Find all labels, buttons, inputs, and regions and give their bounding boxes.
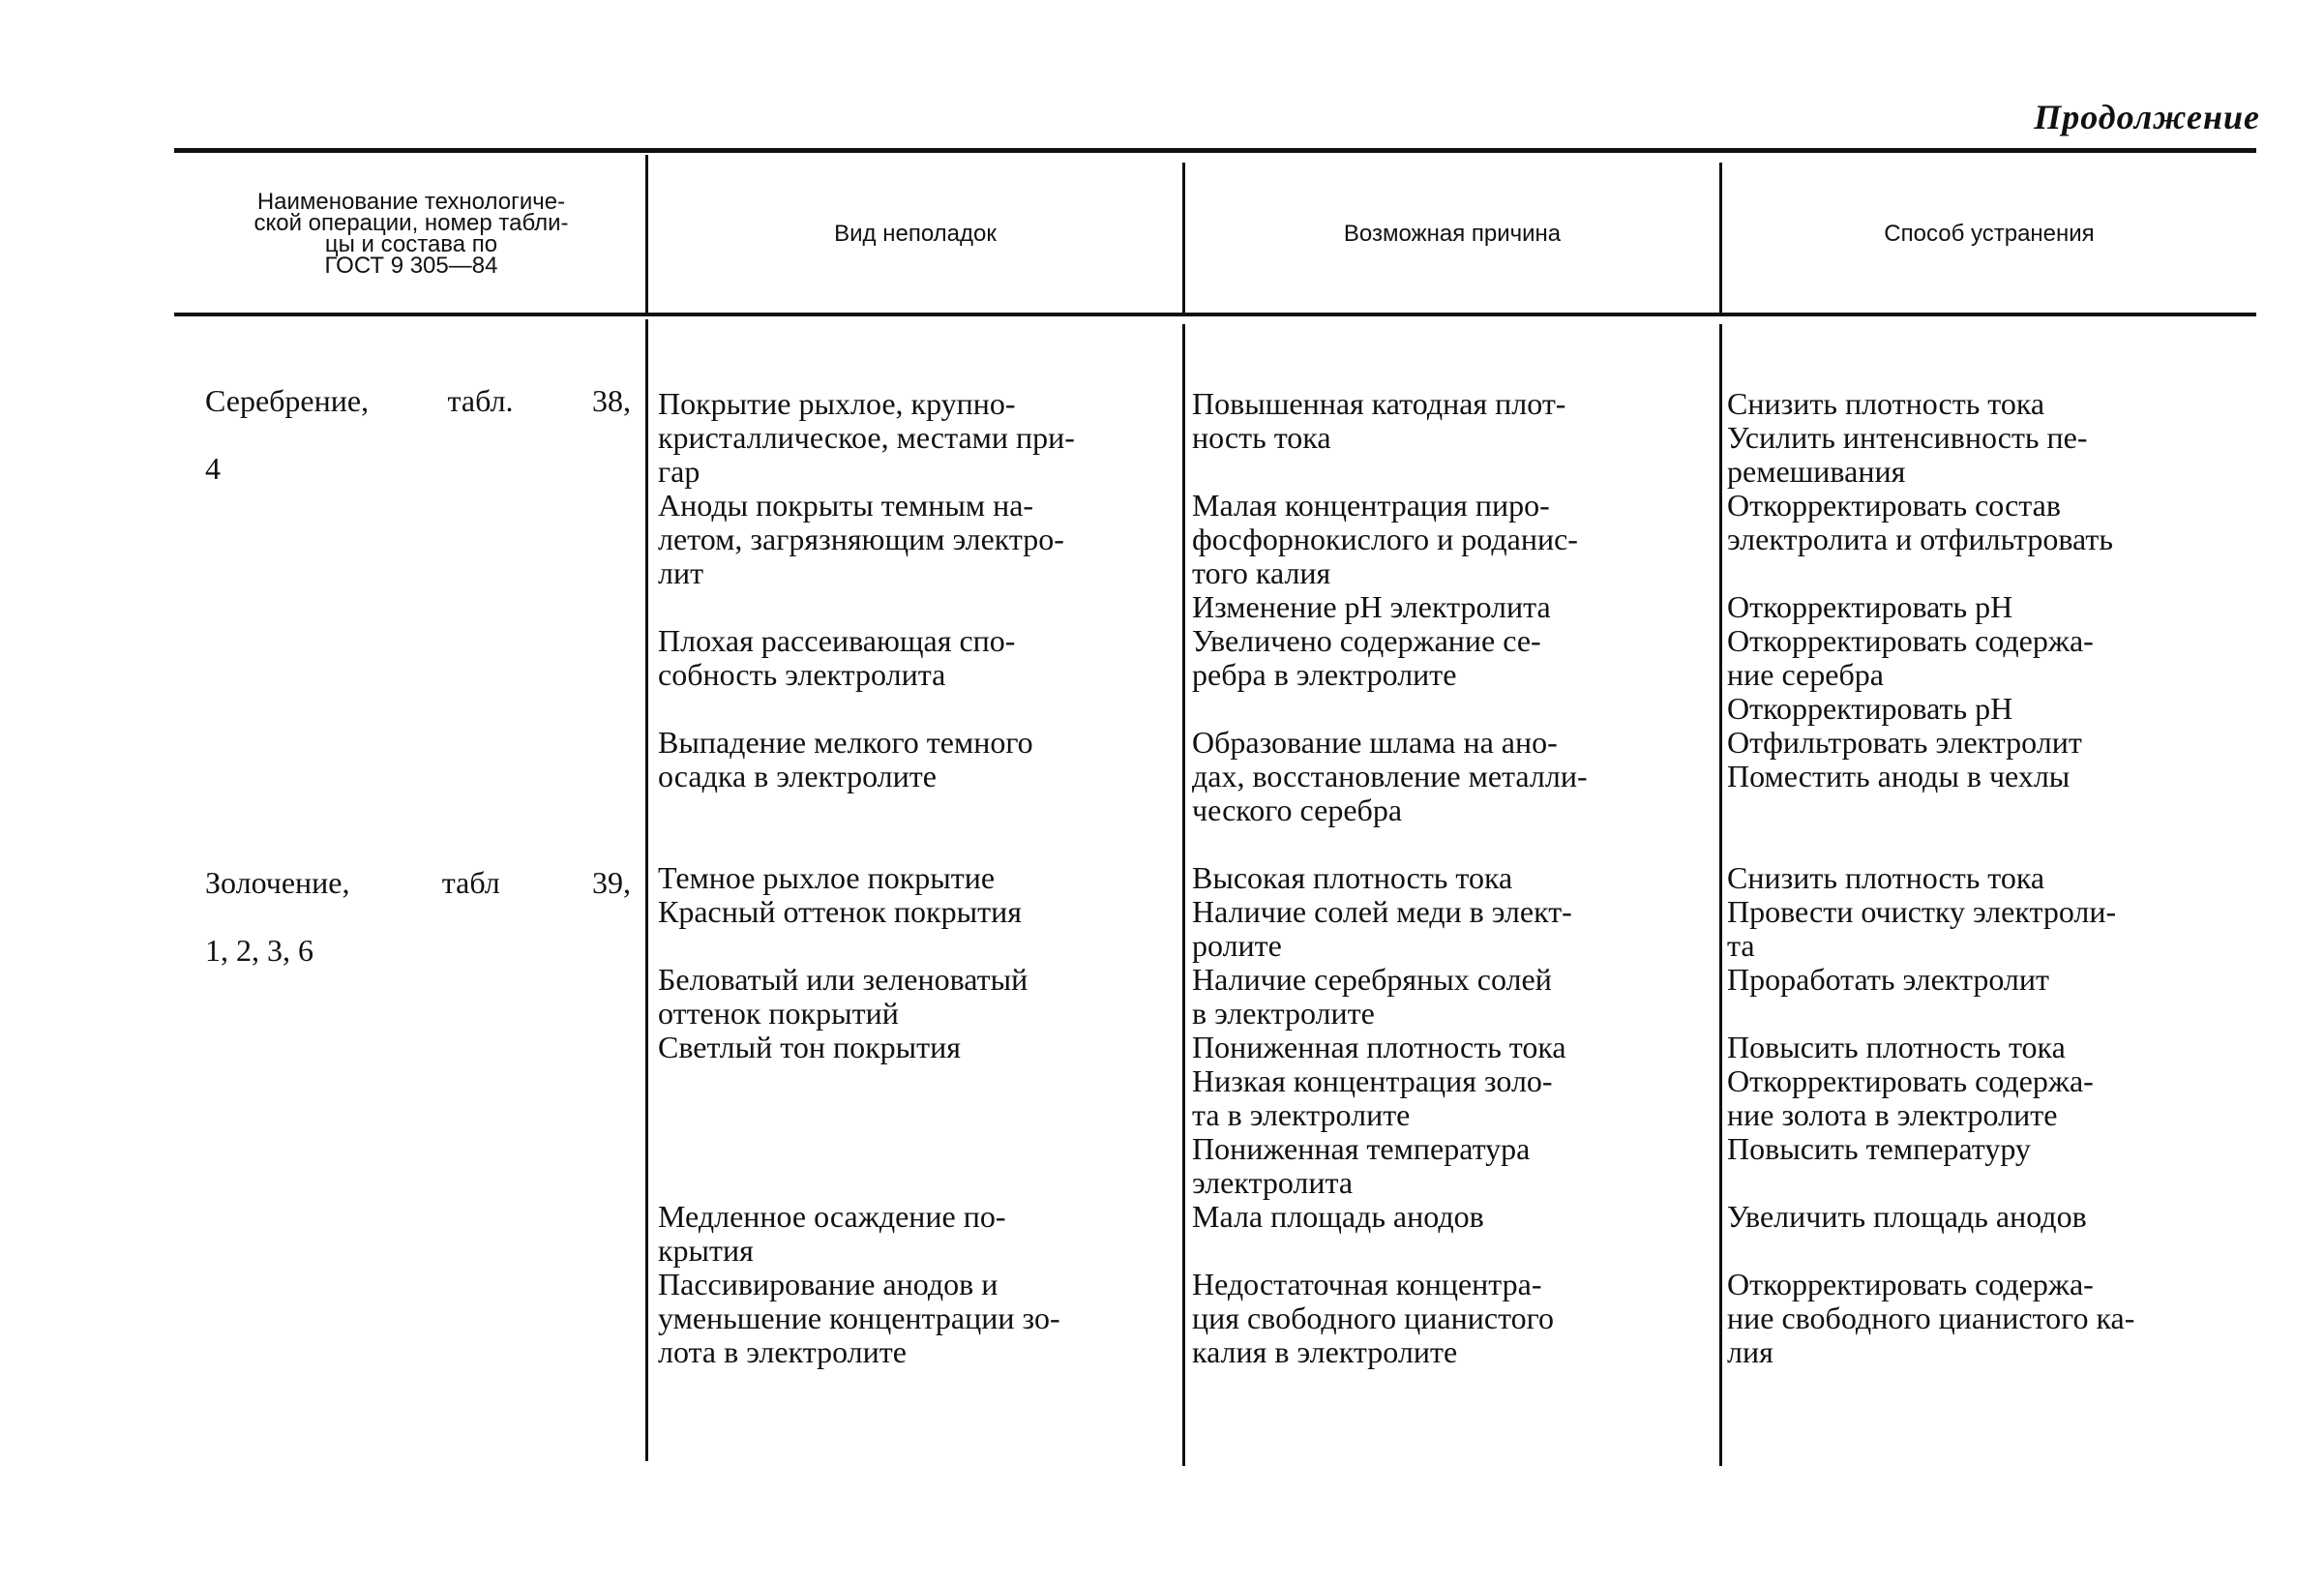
remedy-item: Откорректировать состав электролита и отфильтровать <box>1727 488 2113 556</box>
body-divider-1 <box>645 319 648 1461</box>
defect-item: Выпадение мелкого темного осадка в электролите <box>658 725 1033 793</box>
header-remedy: Способ устранения <box>1884 220 2095 247</box>
remedy-item: Отфильтровать электролит <box>1727 725 2082 760</box>
header-divider-2 <box>1182 163 1185 313</box>
cause-item: Наличие серебряных солей в электролите <box>1192 962 1552 1031</box>
operation-name: Серебрение, <box>205 383 370 418</box>
cause-item: Образование шлама на ано- дах, восстановление металли- ческого серебра <box>1192 725 1588 827</box>
remedy-item: Откорректировать pH <box>1727 589 2013 624</box>
remedy-item: Повысить температуру <box>1727 1131 2031 1166</box>
header-defect-type: Вид неполадок <box>834 220 997 247</box>
remedy-item: Снизить плотность тока <box>1727 386 2045 421</box>
cause-item: Изменение pH электролита <box>1192 589 1551 624</box>
operation-gilding <box>205 832 631 1002</box>
operation-gilding-line1 <box>205 866 631 900</box>
cause-item: Малая концентрация пиро- фосфорнокислого и роданис- того калия <box>1192 488 1578 590</box>
defect-item: Пассивирование анодов и уменьшение концентрации зо- лота в электролите <box>658 1267 1060 1369</box>
cause-item: Наличие солей меди в элект- ролите <box>1192 894 1572 963</box>
header-possible-cause: Возможная причина <box>1343 220 1562 247</box>
remedy-item: Откорректировать содержа- ние серебра <box>1727 623 2094 692</box>
defect-item: Аноды покрыты темным на- летом, загрязняющим электро- лит <box>658 488 1064 590</box>
body-divider-3 <box>1719 324 1722 1466</box>
operation-silvering-line1 <box>205 384 631 418</box>
cause-item: Недостаточная концентра- ция свободного цианистого калия в электролите <box>1192 1267 1554 1369</box>
cause-item: Пониженная температура электролита <box>1192 1131 1531 1200</box>
remedy-item: Снизить плотность тока <box>1727 860 2045 895</box>
cause-item: Повышенная катодная плот- ность тока <box>1192 386 1566 455</box>
cause-item: Низкая концентрация золо- та в электролите <box>1192 1063 1553 1132</box>
cause-item: Мала площадь анодов <box>1192 1199 1484 1234</box>
header-bottom-rule <box>174 313 2256 316</box>
header-operation <box>194 155 629 313</box>
remedy-item: Поместить аноды в чехлы <box>1727 759 2071 793</box>
operation-silvering <box>205 350 631 520</box>
remedy-item: Откорректировать содержа- ние свободного цианистого ка- лия <box>1727 1267 2135 1369</box>
remedy-item: Провести очистку электроли- та <box>1727 894 2117 963</box>
operation-compositions: 1, 2, 3, 6 <box>205 933 313 968</box>
operation-table-number: 39, <box>592 865 631 900</box>
defect-item: Светлый тон покрытия <box>658 1030 961 1064</box>
table-top-rule <box>174 148 2256 153</box>
continuation-label: Продолжение <box>2034 98 2260 136</box>
cause-item: Увеличено содержание се- ребра в электролите <box>1192 623 1541 692</box>
operation-table-label: табл <box>441 865 500 900</box>
defect-item: Красный оттенок покрытия <box>658 894 1022 929</box>
body-divider-2 <box>1182 324 1185 1466</box>
defect-item: Темное рыхлое покрытие <box>658 860 996 895</box>
header-divider-1 <box>645 155 648 313</box>
cause-item: Пониженная плотность тока <box>1192 1030 1566 1064</box>
remedy-item: Увеличить площадь анодов <box>1727 1199 2087 1234</box>
remedy-item: Откорректировать pH <box>1727 691 2013 726</box>
operation-table-number: 38, <box>591 383 631 418</box>
defect-item: Покрытие рыхлое, крупно- кристаллическое, местами при- гар <box>658 386 1075 489</box>
cause-item: Высокая плотность тока <box>1192 860 1513 895</box>
operation-name: Золочение, <box>205 865 350 900</box>
header-operation-text: Наименование технологиче- ской операции, номер табли- цы и состава по ГОСТ 9 305—84 <box>253 188 569 279</box>
header-divider-3 <box>1719 163 1722 313</box>
defect-item: Плохая рассеивающая спо- собность электролита <box>658 623 1016 692</box>
remedy-item: Усилить интенсивность пе- ремешивания <box>1727 420 2088 489</box>
remedy-item: Откорректировать содержа- ние золота в электролите <box>1727 1063 2094 1132</box>
operation-table-label: табл. <box>447 383 514 418</box>
remedy-item: Повысить плотность тока <box>1727 1030 2066 1064</box>
remedy-item: Проработать электролит <box>1727 962 2049 997</box>
defect-item: Беловатый или зеленоватый оттенок покрытий <box>658 962 1028 1031</box>
operation-compositions: 4 <box>205 451 221 486</box>
defect-item: Медленное осаждение по- крытия <box>658 1199 1006 1268</box>
